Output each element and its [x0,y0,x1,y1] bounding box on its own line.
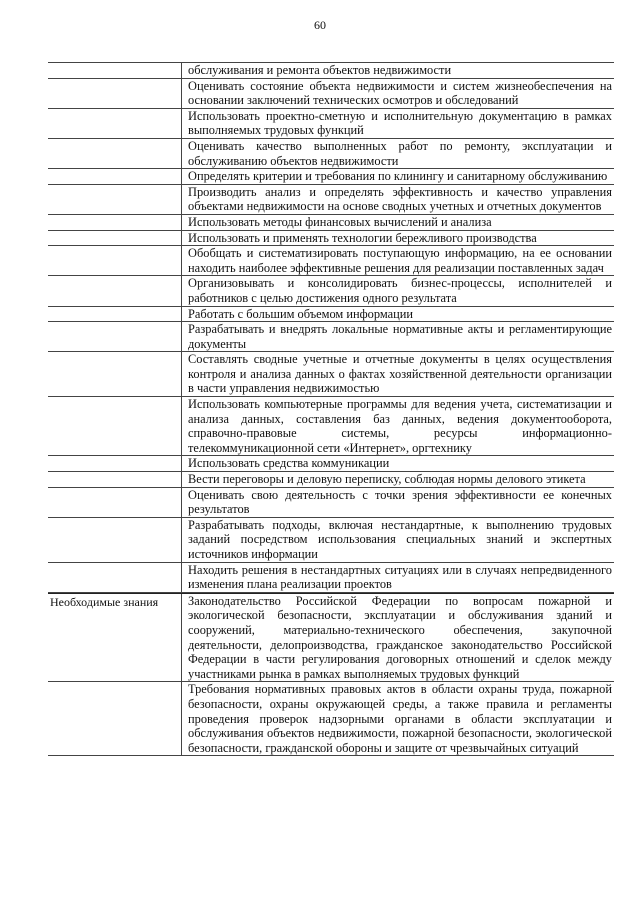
skill-item: Разрабатывать и внедрять локальные нормативные акты и регламентирующие документы [188,322,612,351]
knowledge-item: Законодательство Российской Федерации по вопросам пожарной и экологической безопасности, эксплуатации и обслуживания зданий и сооружений, материально-технического обеспечения, закупочной деятельности, делопроизводства, гражданское законодательство Российской Федерации в части регулирования договорных отношений и сделок между участниками рынка в рамках выполняемых трудовых функций [188,593,612,681]
page-number: 60 [314,18,326,32]
row-label [48,397,182,455]
requirements-table [48,62,614,756]
row-label [48,169,182,184]
row-label [48,472,182,487]
skill-item: Составлять сводные учетные и отчетные документы в целях осуществления контроля и анализа данных о фактах хозяйственной деятельности организации в части управления недвижимостью [188,352,612,396]
skill-item: Использовать проектно-сметную и исполнительную документацию в рамках выполняемых трудовых функций [188,108,612,138]
skill-item: Оценивать состояние объекта недвижимости и систем жизнеобеспечения на основании заключений технических осмотров и обследований [188,78,612,108]
skill-item: Работать с большим объемом информации [188,306,413,321]
skill-item: Оценивать качество выполненных работ по ремонту, эксплуатации и обслуживанию объектов недвижимости [188,138,612,168]
row-label [48,322,182,351]
skill-item: Использовать методы финансовых вычислений и анализа [188,214,492,229]
skill-item: Определять критерии и требования по клинингу и санитарному обслуживанию [188,169,608,184]
row-label [48,63,182,78]
knowledge-item: Требования нормативных правовых актов в области охраны труда, пожарной безопасности, охраны окружающей среды, а также правила и регламенты проведения проверок надзорными органами в области эксплуатации и обслуживания объектов недвижимости, пожарной безопасности, экологической безопасности, гражданской обороны и защите от чрезвычайных ситуаций [188,682,612,755]
skill-item: Оценивать свою деятельность с точки зрения эффективности ее конечных результатов [188,487,612,517]
row-label [48,185,182,214]
skill-item: Находить решения в нестандартных ситуациях или в случаях непредвиденного изменения плана реализации проектов [188,562,612,592]
row-label [48,79,182,108]
row-label [48,231,182,246]
row-label [48,456,182,471]
skill-item: Производить анализ и определять эффективность и качество управления объектами недвижимости на основе сводных учетных и отчетных документов [188,184,612,214]
row-label [48,109,182,138]
row-label [48,139,182,168]
skill-item: Использовать компьютерные программы для ведения учета, систематизации и анализа данных, составления баз данных, ведения документооборота, справочно-правовые системы, ресурсы информационно-телекоммуникационной сети «Интернет», оргтехнику [188,397,612,455]
row-label [48,488,182,517]
skill-item: Использовать средства коммуникации [188,456,390,471]
skill-item: Организовывать и консолидировать бизнес-процессы, исполнителей и работников с целью достижения одного результата [188,276,612,305]
row-label [48,352,182,396]
row-label [48,563,182,592]
row-label [48,276,182,305]
skill-item: Обобщать и систематизировать поступающую информацию, на ее основании находить наиболее эффективные решения для реализации поставленных задач [188,246,612,275]
skill-item: обслуживания и ремонта объектов недвижимости [188,63,452,77]
row-label [48,215,182,230]
row-label [48,246,182,275]
knowledge-label: Необходимые знания [48,594,182,682]
row-label [48,682,182,755]
skill-item: Использовать и применять технологии бережливого производства [188,230,537,245]
row-label [48,518,182,562]
skill-item: Вести переговоры и деловую переписку, соблюдая нормы делового этикета [188,472,586,487]
row-label [48,307,182,322]
skill-item: Разрабатывать подходы, включая нестандартные, к выполнению трудовых заданий посредством использования специальных знаний и экспертных источников информации [188,517,612,561]
